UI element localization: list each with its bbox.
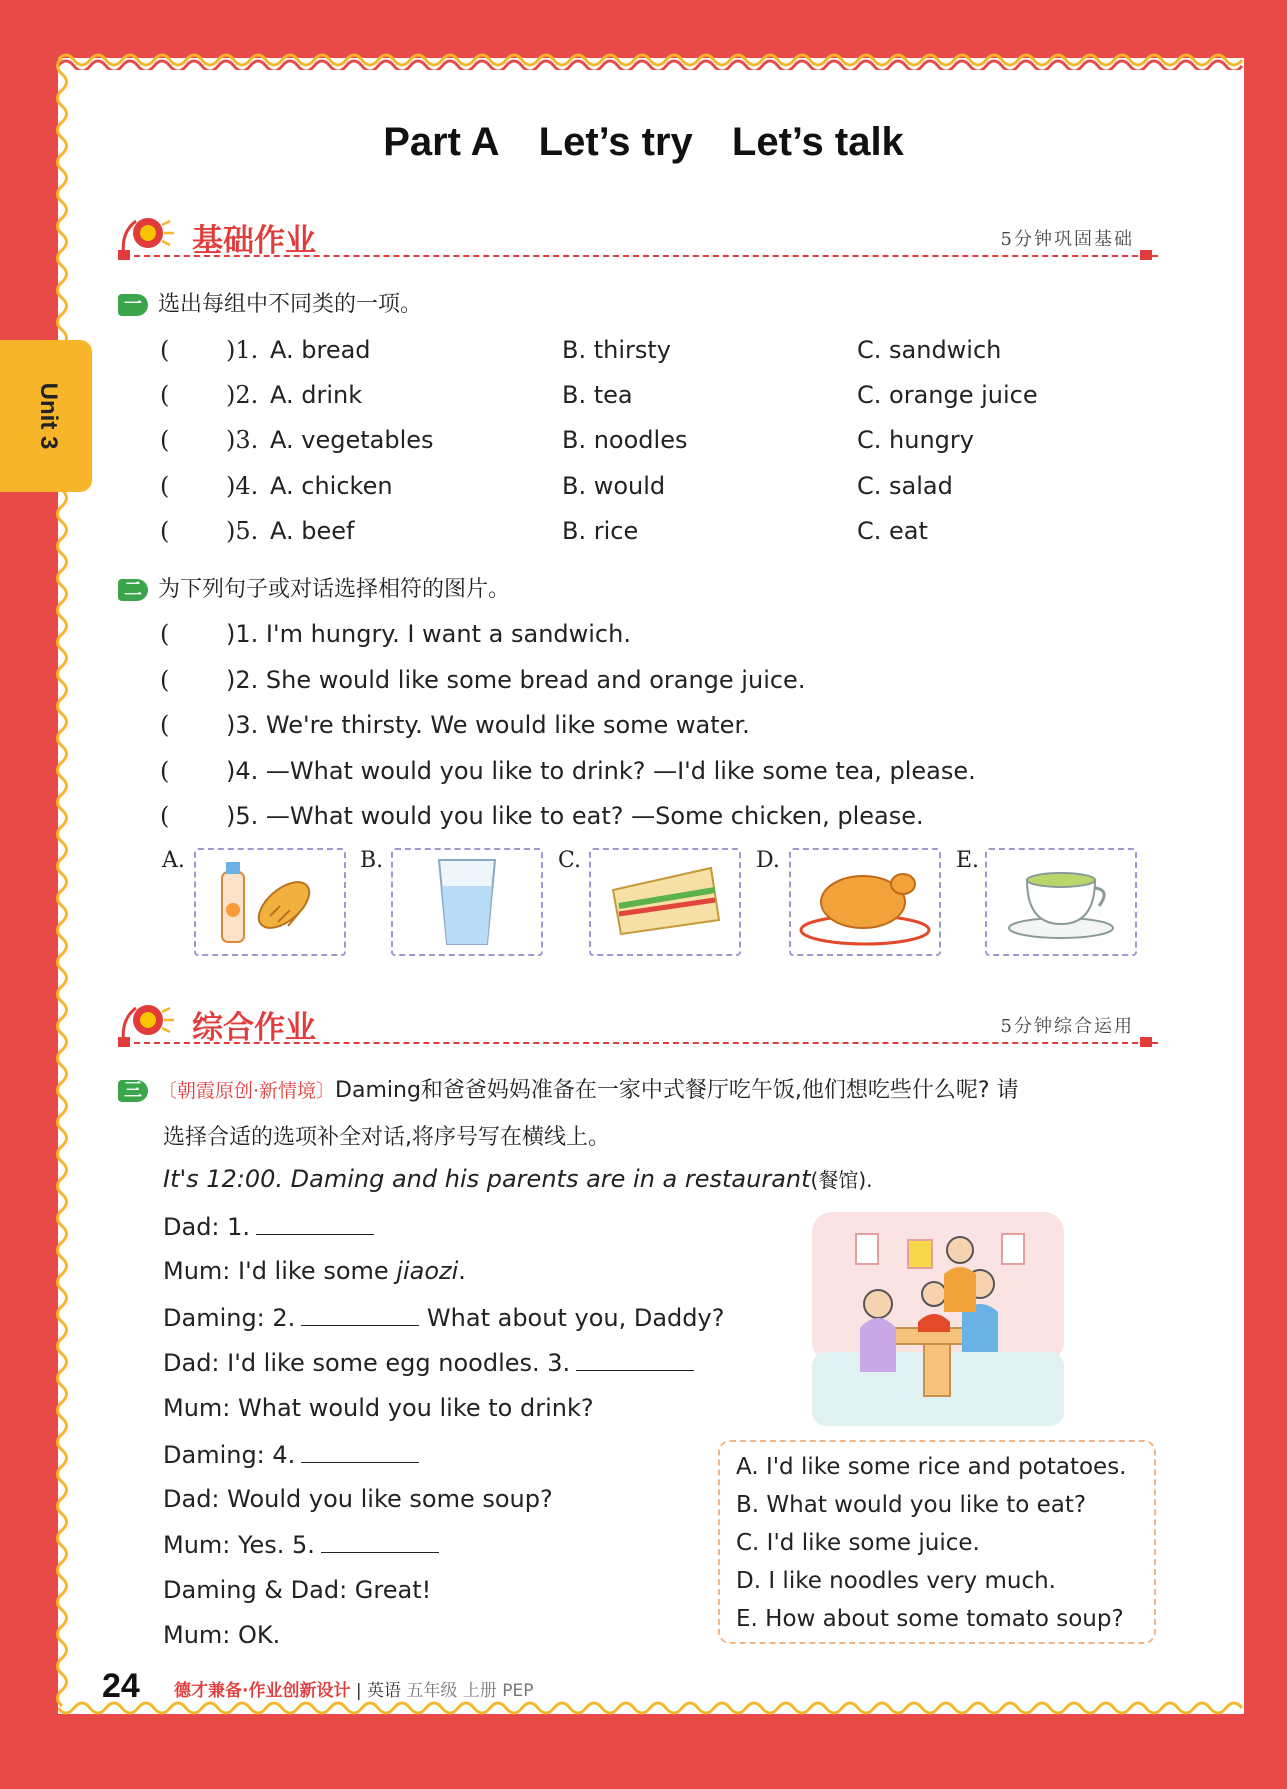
q2-sentence: )5. —What would you like to eat? —Some chicken, please. — [226, 802, 924, 830]
picture-c[interactable] — [589, 848, 741, 956]
answer-option: D. I like noodles very much. — [736, 1568, 1056, 1594]
q2-row — [160, 711, 1160, 745]
dialogue-text: Mum: I'd like some — [163, 1257, 397, 1285]
q1-option-a: A. drink — [270, 381, 363, 409]
section-basic-header — [118, 213, 1158, 263]
divider — [124, 1042, 1158, 1044]
picture-label-a: A. — [162, 848, 185, 873]
q1-row — [160, 472, 1160, 506]
answer-paren-open[interactable]: ( — [160, 381, 170, 409]
q1-option-c: C. hungry — [857, 426, 974, 454]
dialogue-text: Daming: 4. — [163, 1441, 296, 1469]
page-number: 24 — [102, 1667, 140, 1705]
q2-row — [160, 802, 1160, 836]
q1-option-b: B. would — [562, 472, 666, 500]
dialogue-text: Dad: Would you like some soup? — [163, 1485, 553, 1513]
dialogue-line — [163, 1530, 439, 1559]
divider — [124, 255, 1158, 257]
q1-row — [160, 426, 1160, 460]
q1-option-a: A. vegetables — [270, 426, 434, 454]
dialogue-line — [163, 1394, 594, 1422]
divider-dot — [1140, 250, 1152, 260]
picture-e[interactable] — [985, 848, 1137, 956]
q1-option-c: C. sandwich — [857, 336, 1002, 364]
series-name: 德才兼备·作业创新设计 — [174, 1681, 351, 1701]
dialogue-line — [163, 1212, 374, 1241]
roast-chicken-icon — [791, 850, 939, 954]
sandwich-icon — [591, 850, 739, 954]
edition: PEP — [502, 1681, 534, 1701]
q2-row — [160, 757, 1160, 791]
question-number-badge: 一 — [118, 294, 148, 316]
scene-text: It's 12:00. Daming and his parents are in a restaurant — [163, 1165, 811, 1193]
answer-blank[interactable] — [301, 1303, 419, 1326]
footer-series: 德才兼备·作业创新设计 | 英语 五年级 上册 PEP — [174, 1681, 534, 1701]
answer-blank[interactable] — [301, 1440, 419, 1463]
q2-row — [160, 620, 1160, 654]
scene-cn: (餐馆). — [810, 1168, 873, 1192]
q1-option-b: B. thirsty — [562, 336, 671, 364]
question-3-instruction-1: Daming和爸爸妈妈准备在一家中式餐厅吃午饭,他们想吃些什么呢? 请 — [335, 1078, 1019, 1103]
q1-item-number: )3. — [226, 426, 259, 454]
subject: 英语 — [367, 1681, 402, 1701]
q1-row — [160, 336, 1160, 370]
dialogue-line — [163, 1485, 553, 1513]
unit-tab-label: Unit 3 — [35, 382, 62, 450]
q1-option-a: A. chicken — [270, 472, 393, 500]
dialogue-line — [163, 1621, 280, 1649]
tea-cup-icon — [987, 850, 1135, 954]
answer-paren-open[interactable]: ( — [160, 517, 170, 545]
answer-option: E. How about some tomato soup? — [736, 1606, 1124, 1632]
scene-sentence — [163, 1164, 873, 1193]
dialogue-text: Daming & Dad: Great! — [163, 1576, 432, 1604]
question-2-instruction: 为下列句子或对话选择相符的图片。 — [158, 577, 511, 602]
picture-label-b: B. — [360, 848, 384, 873]
answer-paren-open[interactable]: ( — [160, 802, 170, 830]
answer-paren-open[interactable]: ( — [160, 666, 170, 694]
picture-label-e: E. — [956, 848, 980, 873]
q1-item-number: )5. — [226, 517, 259, 545]
dialogue-text: Mum: Yes. 5. — [163, 1531, 315, 1559]
question-3-instruction-2: 选择合适的选项补全对话,将序号写在横线上。 — [163, 1125, 610, 1150]
grade: 五年级 — [406, 1681, 458, 1701]
question-2-heading — [118, 572, 510, 603]
q1-option-a: A. bread — [270, 336, 371, 364]
dialogue-line — [163, 1576, 431, 1604]
dialogue-italic: jiaozi — [396, 1257, 459, 1285]
volume: 上册 — [462, 1681, 497, 1701]
answer-paren-open[interactable]: ( — [160, 620, 170, 648]
answer-option: C. I'd like some juice. — [736, 1530, 980, 1556]
title-lets-try: Let’s try — [538, 120, 693, 164]
q1-row — [160, 517, 1160, 551]
glass-of-water-icon — [393, 850, 541, 954]
section-comprehensive-label: 综合作业 — [192, 1010, 316, 1046]
dialogue-text: Mum: OK. — [163, 1621, 281, 1649]
dialogue-line — [163, 1257, 466, 1285]
q1-option-c: C. orange juice — [857, 381, 1038, 409]
page-title — [0, 120, 1287, 165]
dialogue-line — [163, 1348, 694, 1377]
section-comprehensive-header — [118, 1000, 1158, 1050]
q2-sentence: )4. —What would you like to drink? —I'd like some tea, please. — [226, 757, 976, 785]
picture-label-d: D. — [756, 848, 780, 873]
q2-sentence: )3. We're thirsty. We would like some water. — [226, 711, 750, 739]
q1-option-b: B. rice — [562, 517, 639, 545]
divider-dot — [1140, 1037, 1152, 1047]
wavy-border-bottom — [58, 1700, 1244, 1724]
q1-option-a: A. beef — [270, 517, 355, 545]
unit-tab — [0, 340, 92, 492]
picture-b[interactable] — [391, 848, 543, 956]
picture-a[interactable] — [194, 848, 346, 956]
question-1-instruction: 选出每组中不同类的一项。 — [158, 292, 423, 317]
q2-row — [160, 666, 1160, 700]
bread-and-juice-icon — [196, 850, 344, 954]
title-lets-talk: Let’s talk — [731, 120, 904, 164]
dialogue-line — [163, 1303, 724, 1332]
answer-paren-open[interactable]: ( — [160, 757, 170, 785]
q2-sentence: )2. She would like some bread and orange juice. — [226, 666, 806, 694]
section-comprehensive-time: 5分钟综合运用 — [1000, 1016, 1134, 1037]
answer-paren-open[interactable]: ( — [160, 336, 170, 364]
q2-sentence: )1. I'm hungry. I want a sandwich. — [226, 620, 631, 648]
answer-blank[interactable] — [576, 1348, 694, 1371]
answer-paren-open[interactable]: ( — [160, 472, 170, 500]
divider-dot — [118, 250, 130, 260]
answer-blank[interactable] — [256, 1212, 374, 1235]
answer-options-box — [718, 1440, 1156, 1644]
q1-item-number: )4. — [226, 472, 259, 500]
wavy-border-top — [58, 46, 1244, 70]
question-3-heading — [118, 1073, 1019, 1104]
section-basic-label: 基础作业 — [192, 223, 316, 259]
dialogue-text-after: . — [458, 1257, 466, 1285]
q1-option-c: C. eat — [857, 517, 928, 545]
dialogue-text: Daming: 2. — [163, 1304, 296, 1332]
picture-label-c: C. — [558, 848, 582, 873]
dialogue-text: Mum: What would you like to drink? — [163, 1394, 594, 1422]
dialogue-text: Dad: I'd like some egg noodles. 3. — [163, 1349, 571, 1377]
restaurant-family-illustration — [812, 1212, 1064, 1426]
dialogue-text: Dad: 1. — [163, 1213, 251, 1241]
question-1-heading — [118, 287, 422, 318]
q1-option-b: B. noodles — [562, 426, 688, 454]
answer-paren-open[interactable]: ( — [160, 426, 170, 454]
divider-dot — [118, 1037, 130, 1047]
q1-option-b: B. tea — [562, 381, 633, 409]
answer-blank[interactable] — [321, 1530, 439, 1553]
q1-item-number: )2. — [226, 381, 259, 409]
section-basic-time: 5分钟巩固基础 — [1000, 229, 1134, 250]
answer-option: B. What would you like to eat? — [736, 1492, 1087, 1518]
wavy-border-left — [50, 58, 74, 1714]
q1-option-c: C. salad — [857, 472, 953, 500]
dialogue-line — [163, 1440, 419, 1469]
question-number-badge: 二 — [118, 579, 148, 601]
q1-item-number: )1. — [226, 336, 259, 364]
title-part: Part A — [383, 120, 500, 164]
picture-d[interactable] — [789, 848, 941, 956]
question-3-tag: 〔朝霞原创·新情境〕 — [158, 1080, 336, 1102]
question-number-badge: 三 — [118, 1080, 148, 1102]
answer-paren-open[interactable]: ( — [160, 711, 170, 739]
answer-option: A. I'd like some rice and potatoes. — [736, 1454, 1127, 1480]
dialogue-text-after: What about you, Daddy? — [419, 1304, 725, 1332]
q1-row — [160, 381, 1160, 415]
